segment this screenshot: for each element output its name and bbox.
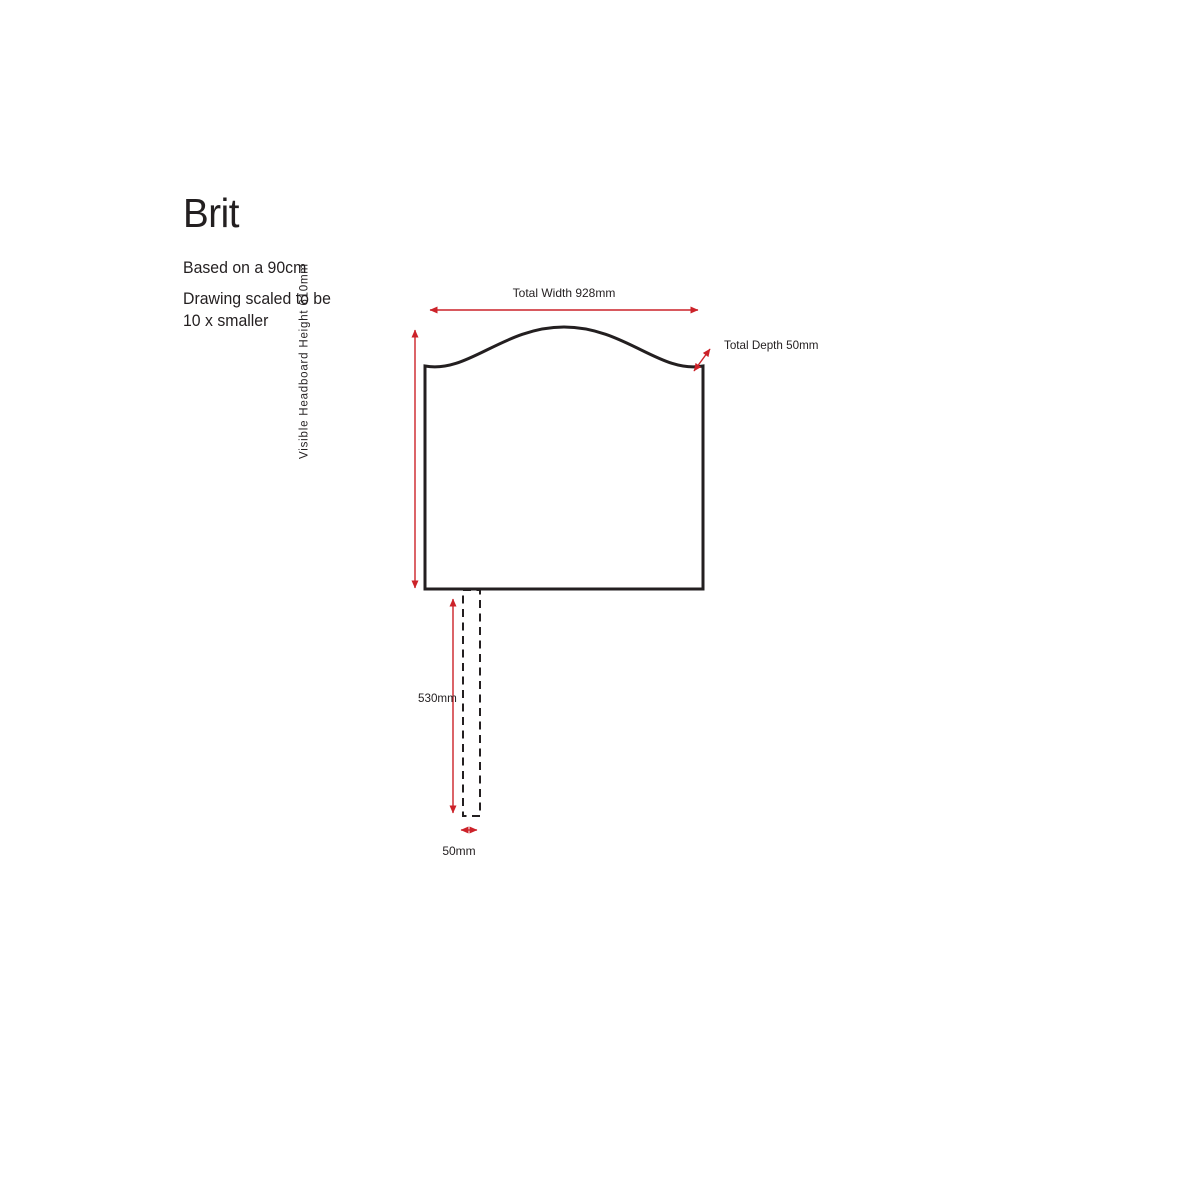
leg-outline	[463, 590, 480, 816]
total-depth-label: Total Depth 50mm	[724, 338, 819, 352]
leg-width-label: 50mm	[442, 844, 476, 858]
page-title: Brit	[183, 190, 239, 236]
scale-note-line1: Drawing scaled to be	[183, 290, 331, 308]
visible-height-label: Visible Headboard Height 610mm	[298, 263, 311, 459]
scale-note-line2: 10 x smaller	[183, 312, 269, 330]
total-width-label: Total Width 928mm	[512, 286, 616, 300]
subtitle: Based on a 90cm	[183, 259, 307, 277]
headboard-outline	[425, 327, 703, 589]
leg-height-label: 530mm	[418, 691, 457, 705]
